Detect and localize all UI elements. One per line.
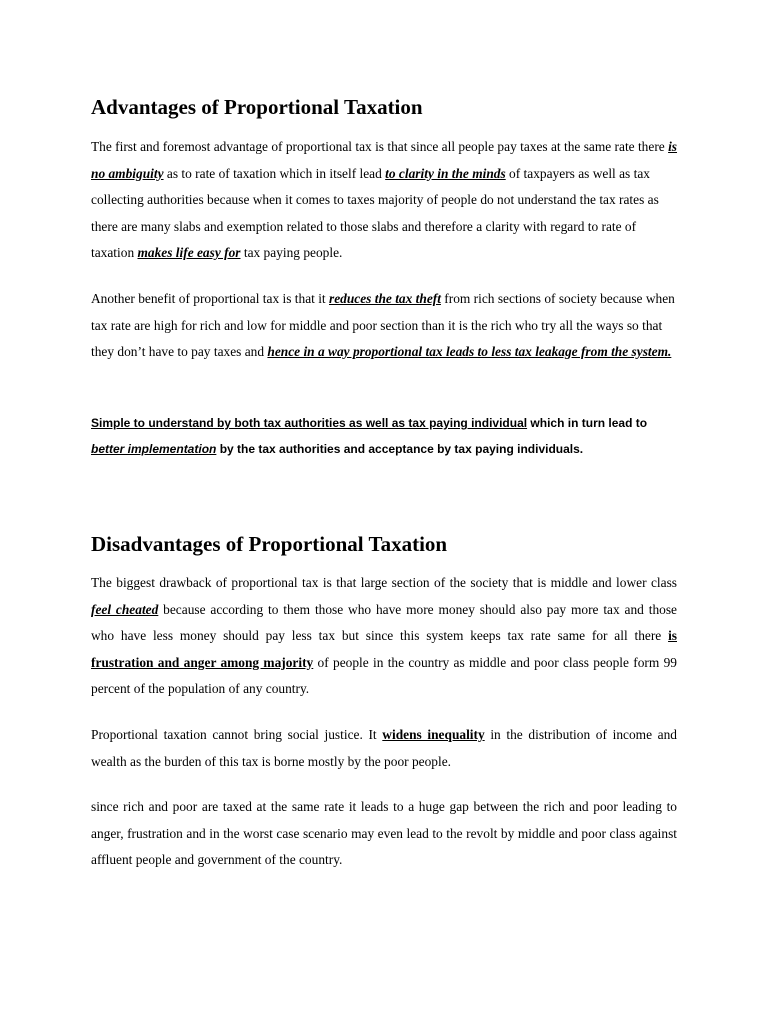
emphasis-clarity-in-minds: to clarity in the minds <box>385 165 506 181</box>
emphasis-widens-inequality: widens inequality <box>382 727 485 742</box>
disadvantages-p3-text-1: since rich and poor are taxed at the same rate it leads to a huge gap between the rich and poor leading to anger, frustration and in the worst case scenario may even lead to the revolt by middle and poor class against affluent people and government of the country. <box>91 799 677 867</box>
advantages-p3-text-2: by the tax authorities and acceptance by tax paying individuals. <box>216 442 584 456</box>
emphasis-better-implementation: better implementation <box>91 442 217 456</box>
advantages-paragraph-1 <box>91 134 677 267</box>
emphasis-feel-cheated: feel cheated <box>91 601 159 617</box>
advantages-p1-text-4: tax paying people. <box>240 245 343 260</box>
disadvantages-p2-text-1: Proportional taxation cannot bring social justice. It <box>91 727 383 742</box>
disadvantages-p1-text-3: of people in the country as middle and poor class people form 99 percent of the population of any country. <box>91 654 677 696</box>
advantages-p3-text-1: which in turn lead to <box>527 416 648 430</box>
advantages-p1-text-1: The first and foremost advantage of proportional tax is that since all people pay taxes at the same rate there <box>91 139 669 154</box>
disadvantages-paragraph-2 <box>91 722 677 775</box>
advantages-p2-text-2: from rich sections of society because when tax rate are high for rich and low for middle and poor section than it is the rich who try all the ways so that they don’t have to pay taxes and <box>91 291 675 359</box>
advantages-paragraph-3 <box>91 410 677 462</box>
disadvantages-paragraph-1 <box>91 570 677 703</box>
advantages-paragraph-2 <box>91 286 677 366</box>
advantages-p1-text-2: as to rate of taxation which in itself lead <box>163 165 386 181</box>
disadvantages-heading: Disadvantages of Proportional Taxation <box>91 532 448 556</box>
disadvantages-p1-text-1: The biggest drawback of proportional tax is that large section of the society that is middle and lower class <box>91 575 677 590</box>
emphasis-simple-to-understand: Simple to understand by both tax authorities as well as tax paying individual <box>91 416 528 430</box>
advantages-p2-text-1: Another benefit of proportional tax is that it <box>91 291 329 306</box>
emphasis-reduces-tax-theft: reduces the tax theft <box>329 291 441 306</box>
emphasis-no-ambiguity: is no ambiguity <box>91 139 678 181</box>
emphasis-less-tax-leakage: hence in a way proportional tax leads to less tax leakage from the system. <box>267 344 672 359</box>
emphasis-frustration-and-anger: is frustration and anger among majority <box>91 628 677 670</box>
advantages-p1-text-3: of taxpayers as well as tax collecting authorities because when it comes to taxes majority of people do not understand the tax rates as there are many slabs and exemption related to those slabs and therefore a clarity with regard to rate of taxation <box>91 165 659 260</box>
disadvantages-p2-text-2: in the distribution of income and wealth as the burden of this tax is borne mostly by the poor people. <box>91 727 677 769</box>
disadvantages-p1-text-2: because according to them those who have more money should also pay more tax and those who have less money should pay less tax but since this system keeps tax rate same for all there <box>91 601 677 643</box>
advantages-heading: Advantages of Proportional Taxation <box>91 95 423 119</box>
emphasis-makes-life-easy: makes life easy for <box>137 245 241 260</box>
disadvantages-paragraph-3 <box>91 794 677 874</box>
